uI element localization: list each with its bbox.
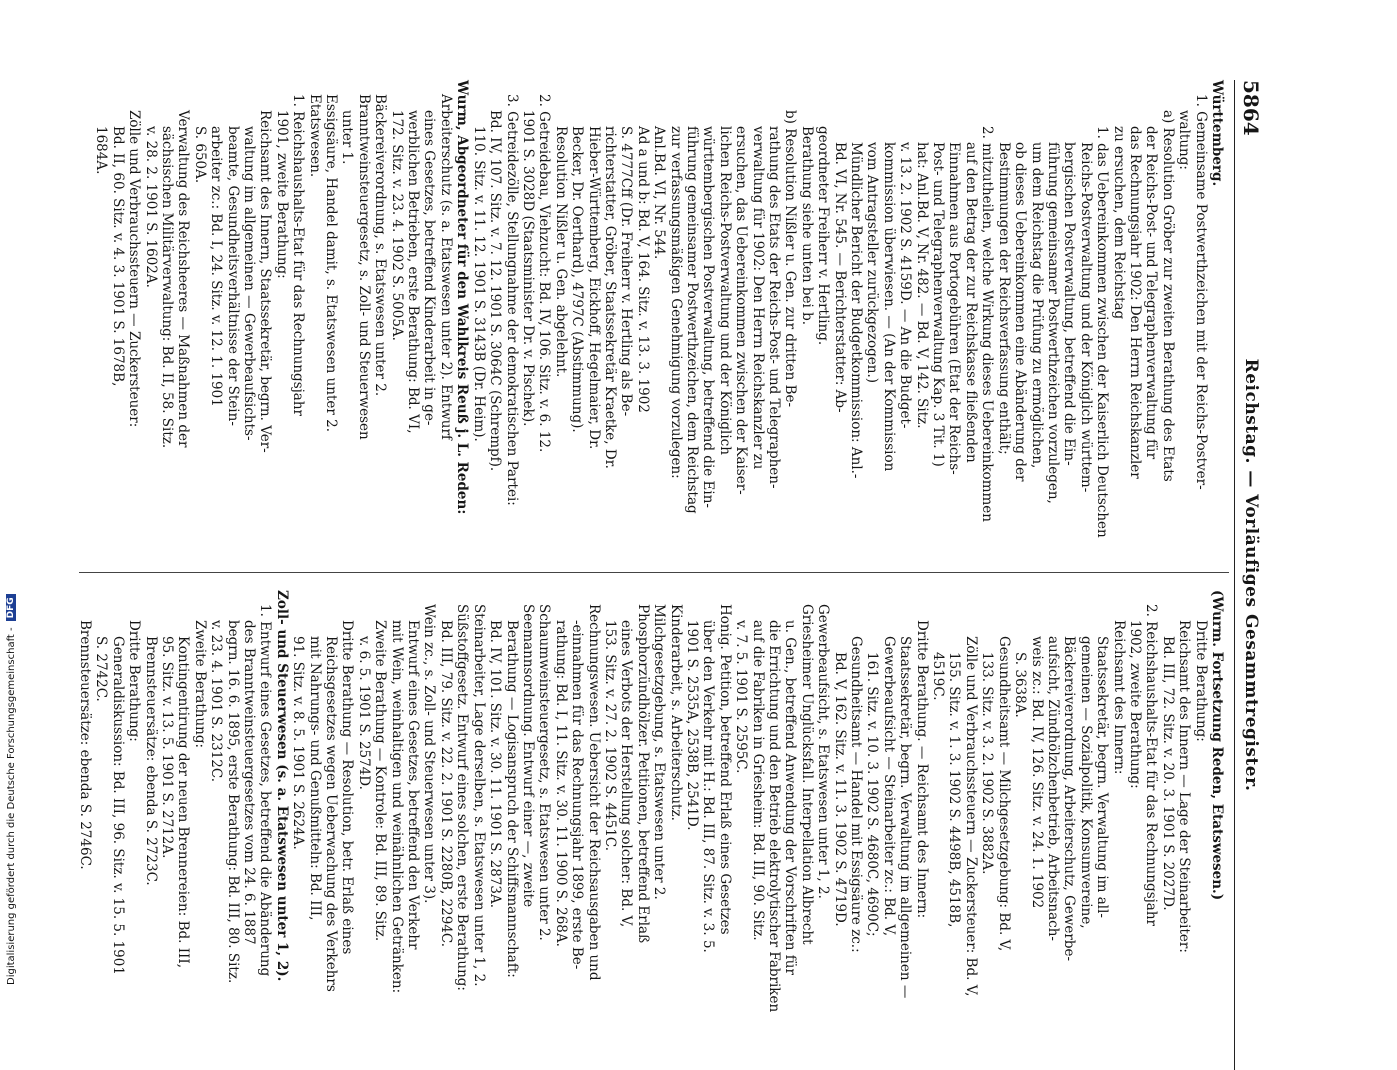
index-line: Reichs-Postverwaltung und der Königlich württem-	[1077, 142, 1094, 493]
column-divider	[79, 572, 1229, 573]
index-line: Gesundheitsamt — Handel mit Essigsäure zc.:	[848, 636, 865, 953]
index-line: um dem Reichstag die Prüfung zu ermöglichen,	[1028, 142, 1045, 469]
index-line: 1. Entwurf eines Gesetzes, betreffend die Abänderung	[257, 604, 274, 977]
index-line: v. 23. 4. 1901 S. 2312C.	[208, 620, 225, 783]
index-line: Becker, Dr. Oerthard), 4797C (Abstimmung).	[569, 126, 586, 433]
index-line: weis zc.: Bd. IV, 126. Sitz. v. 24. 1. 1902	[1028, 636, 1045, 909]
index-line: geordneter Freiherr v. Hertling.	[815, 126, 832, 346]
index-line: Gewerbeaufsicht, s. Etatswesen unter 1, 2.	[815, 604, 832, 899]
index-line: zur verfassungsmäßigen Genehmigung vorzulegen:	[667, 126, 684, 479]
index-line: Etatswesen.	[306, 94, 323, 178]
index-line: eines Verbots der Herstellung solcher: Bd. V,	[618, 620, 635, 928]
page-number: 5864	[1239, 80, 1263, 136]
index-line: Verwaltung des Reichsheeres — Maßnahmen der	[175, 110, 192, 448]
index-line: beamte, Gesundheitsverhältnisse der Stein-	[224, 126, 241, 426]
digitization-footer	[6, 597, 18, 997]
index-line: 110. Sitz. v. 11. 12. 1901 S. 3143B (Dr. Heim).	[470, 126, 487, 442]
index-line: Reichsgesetzes wegen Ueberwachung des Verkehrs	[323, 636, 340, 992]
index-line: Zölle und Verbrauchssteuern — Zuckersteuer: Bd. V,	[962, 636, 979, 997]
index-line: Kinderarbeit, s. Arbeiterschutz.	[667, 604, 684, 821]
index-line: rathung des Etats der Reichs-Post- und Telegraphen-	[766, 126, 783, 489]
index-line: Staatssekretär, begrn. Verwaltung im all-	[1094, 636, 1111, 918]
index-line: 1901 S. 3028D (Staatsminister Dr. v. Pischek).	[519, 110, 536, 427]
index-line: vom Antragsteller zurückgezogen.)	[864, 142, 881, 384]
index-line: S. 3638A.	[1012, 652, 1029, 718]
index-line: mit Nahrungs- und Genußmitteln: Bd. III,	[306, 636, 323, 921]
index-line: Gesundheitsamt — Milchgesetzgebung: Bd. V,	[995, 636, 1012, 952]
index-line: Resolution Nißler u. Gen. abgelehnt.	[552, 126, 569, 378]
index-line: Griesheimer Unglücksfall. Interpellation Albrecht	[798, 604, 815, 945]
index-line: Reichsamt des Innern, Staatssekretär, begrn. Ver-	[257, 110, 274, 453]
index-line: Bäckereiverordnung, Arbeiterschutz, Gewerbe-	[1061, 636, 1078, 962]
index-line: Anl.Bd. VI, Nr. 544.	[651, 126, 668, 260]
index-line: aufsicht, Zündhölzchenbetrieb, Arbeitsnach-	[1044, 636, 1061, 941]
index-line: 2. mitzutheilen, welche Wirkung dieses Uebereinkommen	[979, 126, 996, 522]
index-line: 155. Sitz. v. 1. 3. 1902 S. 4498B, 4518B,	[946, 652, 963, 928]
footer-credit-line	[6, 594, 17, 985]
index-line: Zweite Berathung:	[191, 620, 208, 749]
index-line: S. 650A.	[191, 126, 208, 184]
index-line: Einnahmen aus Portogebühren (Etat der Reichs-	[946, 142, 963, 475]
index-line: 95. Sitz. v. 13. 5. 1901 S. 2712A.	[159, 636, 175, 859]
index-line: verwaltung für 1902: Den Herrn Reichskanzler zu	[749, 126, 766, 470]
index-line: unter 1.	[339, 110, 356, 165]
index-line: das Rechnungsjahr 1902: Den Herrn Reichskanzler	[1126, 126, 1143, 479]
index-line: Schaumweinsteuergesetz, s. Etatswesen unter 2.	[536, 604, 553, 941]
index-line: Bd. IV, 101. Sitz. v. 30. 11. 1901 S. 2873A.	[487, 620, 504, 909]
index-line: württembergischen Postverwaltung, betreffend die Ein-	[700, 126, 717, 508]
index-line: auf die Fabriken in Griesheim: Bd. III, 90. Sitz.	[749, 620, 766, 941]
index-line: 1. das Uebereinkommen zwischen der Kaiserlich Deutschen	[1094, 126, 1111, 538]
index-line: Bd. IV, 107. Sitz. v. 7. 12. 1901 S. 3064C (Schrempf).	[487, 110, 504, 472]
index-line: Generaldiskussion: Bd. III, 96. Sitz. v. 15. 5. 1901	[109, 636, 126, 975]
index-line: mit Wein, weinhaltigen und weinähnlichen Getränken:	[388, 620, 405, 994]
index-line: Mündlicher Bericht der Budgetkommission: Anl.-	[848, 142, 865, 479]
index-line: Hieber-Württemberg, Eickhoff, Hegelmaier, Dr.	[585, 126, 602, 450]
index-line: Steinarbeiter, Lage derselben, s. Etatswesen unter 1, 2.	[470, 604, 487, 987]
index-line: Branntweinsteuergesetz, s. Zoll- und Steuerwesen	[355, 94, 372, 440]
index-line: Bäckereiverordnung, s. Etatswesen unter 2.	[372, 94, 389, 397]
index-line: Zweite Berathung — Kontrole: Bd. III, 89. Sitz.	[372, 620, 389, 942]
index-line: Dritte Berathung. — Reichsamt des Innern:	[913, 620, 930, 919]
index-line: 1684A.	[93, 126, 110, 175]
index-line: Berathung siehe unten bei b.	[798, 126, 815, 326]
index-line: des Branntweinsteuergesetzes vom 24. 6. 1887	[241, 620, 258, 945]
index-line: v. 7. 5. 1901 S. 2595C.	[733, 620, 750, 774]
index-line: ob dieses Uebereinkommen eine Abänderung der	[1012, 142, 1029, 482]
index-line: kommission überwiesen. — (An der Kommission	[880, 142, 897, 472]
index-line: 2. Getreidebau, Viehzucht: Bd. IV, 106. Sitz. v. 6. 12.	[536, 94, 553, 453]
page-header	[1234, 80, 1265, 1070]
right-column	[77, 590, 1225, 1065]
index-line: eines Gesetzes, betreffend Kinderarbeit in ge-	[421, 110, 438, 426]
index-line: über den Verkehr mit H.: Bd. III, 87. Sitz. v. 3. 5.	[700, 620, 717, 953]
index-line: 153. Sitz. v. 27. 2. 1902 S. 4451C.	[601, 620, 618, 852]
footer-credit-text: Digitalisierung gefördert durch die Deutsche Forschungsgemeinschaft -	[6, 627, 17, 985]
left-column	[93, 80, 1225, 555]
index-line: Wein zc., s. Zoll- und Steuerwesen unter 3).	[421, 604, 438, 904]
index-line: 1. Gemeinsame Postwerthzeichen mit der Reichs-Postver-	[1192, 94, 1209, 490]
index-line: 3. Getreidezölle, Stellungnahme der demokratischen Partei:	[503, 94, 520, 506]
index-heading: Württemberg.	[1209, 80, 1225, 187]
index-line: ersuchen, das Uebereinkommen zwischen der Kaiser-	[733, 126, 750, 495]
index-line: 91. Sitz. v. 8. 5. 1901 S. 2624A.	[290, 636, 307, 850]
index-line: Seemannsordnung. Entwurf einer —, zweite	[519, 604, 536, 908]
index-line: u. Gen., betreffend Anwendung der Vorschriften für	[782, 620, 799, 975]
index-line: 1901 S. 2535A, 2538B, 2541D.	[684, 620, 700, 831]
index-line: S. 2742C.	[93, 636, 110, 702]
index-line: Honig. Petition, betreffend Erlaß eines Gesetzes	[716, 604, 733, 935]
index-line: 4519C.	[930, 652, 947, 701]
index-line: auf den Betrag der zur Reichskasse fließenden	[962, 142, 979, 463]
index-line: a) Resolution Gröber zur zweiten Berathung des Etats	[1159, 110, 1176, 482]
index-line: Brennsteuersätze: ebenda S. 2746C.	[76, 620, 93, 870]
index-line: -einnahmen für das Rechnungsjahr 1899, erste Be-	[569, 620, 586, 970]
index-line: Dritte Berathung:	[1192, 620, 1209, 742]
index-line: führung gemeinsamer Postwerthzeichen, dem Reichstag	[684, 126, 700, 514]
index-line: Zölle und Verbrauchssteuern — Zuckersteuer:	[126, 110, 143, 428]
index-line: 1902, zweite Berathung:	[1126, 620, 1143, 789]
index-line: Bd. III, 72. Sitz. v. 20. 3. 1901 S. 2027D.	[1159, 636, 1176, 911]
index-line: 1. Reichshaushalts-Etat für das Rechnungsjahr	[290, 94, 307, 417]
index-line: hat: Anl.Bd. V, Nr. 482. — Bd. V, 142. Sitz.	[913, 142, 930, 429]
running-head: Reichstag. — Vorläufiges Gesammtregister.	[1241, 358, 1261, 792]
index-line: Dritte Berathung — Resolution, betr. Erlaß eines	[339, 620, 356, 955]
index-line: der Reichs-Post- und Telegraphenverwaltung für	[1143, 126, 1160, 460]
index-line: Milchgesetzgebung, s. Etatswesen unter 2.	[651, 604, 668, 900]
index-line: v. 13. 2. 1902 S. 4159D. — An die Budget-	[897, 142, 914, 429]
index-line: Rechnungswesen. Uebersicht der Reichsausgaben und	[585, 604, 602, 981]
index-line: Arbeiterschutz (s. a. Etatswesen unter 2). Entwurf	[437, 94, 454, 440]
index-line: die Errichtung und den Betrieb elektrolytischer Fabriken	[766, 620, 783, 1013]
index-heading: Zoll- und Steuerwesen (s. a. Etatswesen unter 1, 2).	[273, 590, 290, 982]
index-line: arbeiter zc.: Bd. I, 24. Sitz. v. 12. 1. 1901	[208, 126, 225, 407]
index-line: b) Resolution Nißler u. Gen. zur dritten Be-	[782, 110, 799, 408]
index-line: v. 6. 5. 1901 S. 2574D.	[355, 636, 372, 790]
index-line: 133. Sitz. v. 3. 2. 1902 S. 3882A.	[979, 652, 996, 875]
index-line: führung gemeinsamer Postwerthzeichen vorzulegen,	[1044, 142, 1061, 504]
index-line: Dritte Berathung:	[126, 620, 143, 742]
dfg-logo: DFG	[6, 594, 16, 621]
index-line: Bestimmungen der Reichsverfassung enthält;	[995, 142, 1012, 455]
index-line: gemeinen — Sozialpolitik, Konsumvereine,	[1077, 636, 1094, 929]
index-line: Essigsäure, Handel damit, s. Etatswesen unter 2.	[323, 94, 340, 433]
index-line: 1901, zweite Berathung:	[273, 110, 290, 279]
index-line: waltung im allgemeinen — Gewerbeaufsichts-	[241, 126, 258, 441]
index-line: zu ersuchen, dem Reichstag	[1110, 126, 1127, 320]
index-line: Kontingentirung der neuen Brennereien: Bd. III,	[175, 636, 192, 969]
rotated-page-content	[5, 80, 1265, 1070]
index-line: v. 28. 2. 1901 S. 1602A.	[142, 126, 159, 288]
index-line: Berathung — Logisanspruch der Schiffsmannschaft:	[503, 620, 520, 978]
index-line: Phosphorzündhölzer. Petitionen, betreffend Erlaß	[634, 604, 651, 944]
index-line: richterstatter, Gröber, Staatssekretär Kraetke, Dr.	[601, 126, 618, 469]
index-line: Bd. II, 60. Sitz. v. 4. 3. 1901 S. 1678B,	[109, 126, 126, 387]
index-line: 161. Sitz. v. 10. 3. 1902 S. 4680C, 4690C;	[864, 652, 881, 937]
index-line: 172. Sitz. v. 23. 4. 1902 S. 5005A.	[388, 110, 405, 341]
index-line: Bd. III, 79. Sitz. v. 22. 2. 1901 S. 2280B, 2294C.	[437, 620, 454, 948]
index-line: waltung:	[1176, 110, 1193, 170]
index-line: lichen Reichs-Postverwaltung und der Königlich	[716, 126, 733, 455]
index-line: 2. Reichshaushalts-Etat für das Rechnungsjahr	[1143, 604, 1160, 927]
index-line: Post- und Telegraphenverwaltung Kap. 3 Tit. 1)	[930, 142, 947, 467]
index-line: Brennsteuersätze: ebenda S. 2723C.	[142, 636, 159, 886]
index-line: werblichen Betrieben, erste Berathung: Bd. VI,	[405, 110, 422, 434]
index-line: Süßstoffgesetz. Entwurf eines solchen, erste Berathung:	[454, 604, 471, 991]
index-line: Ad a und b: Bd. V, 164. Sitz. v. 13. 3. 1902	[634, 126, 651, 413]
index-line: Reichsamt des Innern — Lage der Steinarbeiter:	[1176, 620, 1193, 953]
index-line: begrn. 16. 6. 1895, erste Berathung: Bd. III, 80. Sitz.	[224, 620, 241, 984]
index-line: Staatssekretär, begrn. Verwaltung im allgemeinen —	[897, 636, 914, 999]
index-line: S. 4777Cff (Dr. Freiherr v. Hertling als Be-	[618, 126, 635, 417]
index-line: sächsischen Militärverwaltung: Bd. II, 58. Sitz.	[159, 126, 175, 449]
index-line: rathung: Bd. I, 11. Sitz. v. 30. 11. 1900 S. 268A.	[552, 620, 569, 947]
index-line: Bd. VI, Nr. 545. — Berichterstatter: Ab-	[831, 142, 848, 413]
index-line: Bd. V, 162. Sitz. v. 11. 3. 1902 S. 4719D.	[831, 652, 848, 927]
index-line: bergischen Postverwaltung, betreffend die Ein-	[1061, 142, 1078, 466]
index-heading: Wurm, Abgeordneter für den Wahlkreis Reuß j. L. Reden:	[454, 80, 471, 515]
index-line: Reichsamt des Innern:	[1110, 620, 1127, 775]
index-line: Entwurf eines Gesetzes, betreffend den Verkehr	[405, 620, 422, 950]
index-heading: (Wurm. Fortsetzung Reden, Etatswesen.)	[1209, 590, 1225, 901]
index-line: Gewerbeaufsicht — Steinarbeiter zc.: Bd. V,	[880, 636, 897, 937]
